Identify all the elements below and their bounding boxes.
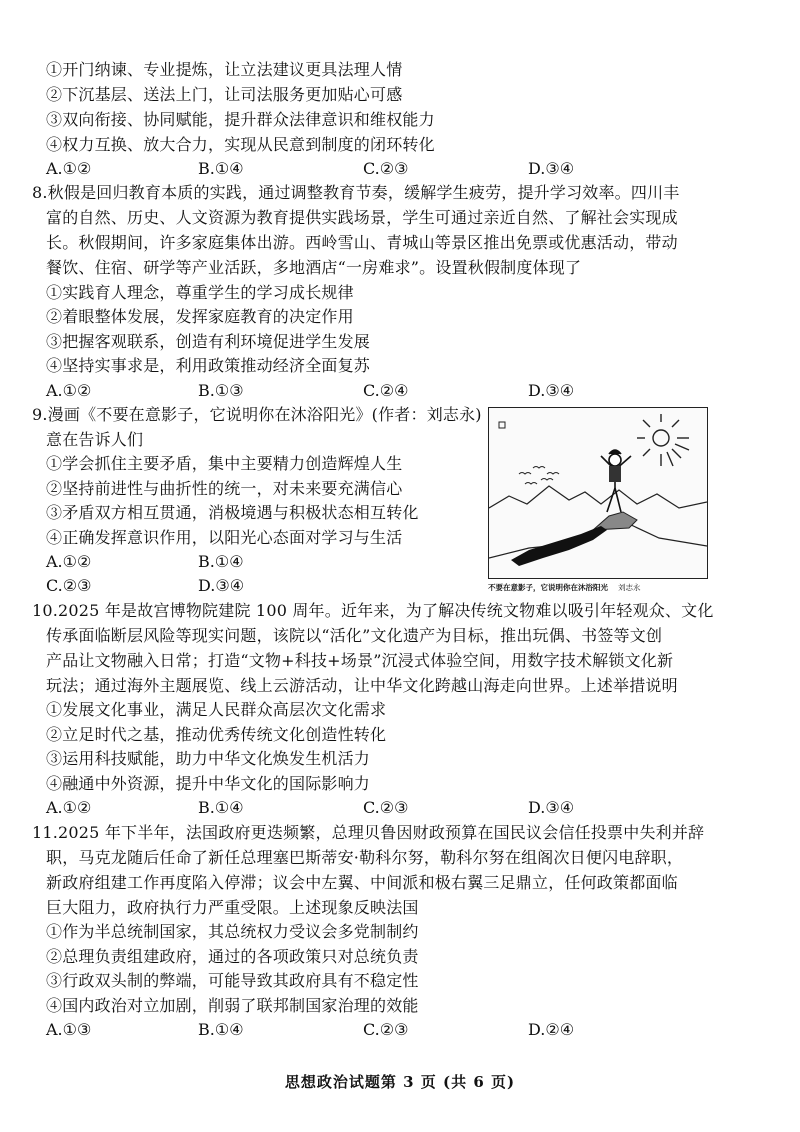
q8-stem-line: 富的自然、历史、人文资源为教育提供实践场景，学生可通过亲近自然、了解社会实现成 [46,208,678,227]
cartoon-author: 刘志永 [618,583,641,592]
q9-item-4: ④正确发挥意识作用，以阳光心态面对学习与生活 [46,528,403,547]
q7-item-2: ②下沉基层、送法上门，让司法服务更加贴心可感 [46,85,403,104]
q11-item-3: ③行政双头制的弊端，可能导致其政府具有不稳定性 [46,971,419,990]
q8-option-a[interactable]: A.①② [46,381,92,400]
q8-stem-line: 餐饮、住宿、研学等产业活跃，多地酒店“一房难求”。设置秋假制度体现了 [46,258,582,277]
q7-option-c[interactable]: C.②③ [363,159,409,178]
q8-item-4: ④坚持实事求是，利用政策推动经济全面复苏 [46,356,371,375]
q9-option-c[interactable]: C.②③ [46,576,92,595]
q7-item-3: ③双向衔接、协同赋能，提升群众法律意识和维权能力 [46,110,435,129]
sun-icon [637,414,689,466]
q7-option-d[interactable]: D.③④ [528,159,575,178]
q9-option-b[interactable]: B.①④ [198,552,244,571]
q10-stem-line: 传承面临断层风险等现实问题，该院以“活化”文化遗产为目标，推出玩偶、书签等文创 [46,626,663,645]
q11-item-4: ④国内政治对立加剧，削弱了联邦制国家治理的效能 [46,996,419,1015]
q9-item-2: ②坚持前进性与曲折性的统一，对未来要充满信心 [46,479,403,498]
q10-stem-line: 玩法；通过海外主题展览、线上云游活动，让中华文化跨越山海走向世界。上述举措说明 [46,676,678,695]
q8-stem-line: 长。秋假期间，许多家庭集体出游。西岭雪山、青城山等景区推出免票或优惠活动，带动 [46,233,678,252]
q11-option-a[interactable]: A.①③ [46,1020,92,1039]
q11-stem-line: 巨大阻力，政府执行力严重受限。上述现象反映法国 [46,898,419,917]
q9-option-d[interactable]: D.③④ [198,576,245,595]
q8-item-3: ③把握客观联系，创造有利环境促进学生发展 [46,332,371,351]
cartoon-image [488,407,708,579]
q10-item-3: ③运用科技赋能，助力中华文化焕发生机活力 [46,749,371,768]
q10-option-b[interactable]: B.①④ [198,798,244,817]
cartoon-caption-text: 不要在意影子，它说明你在沐浴阳光 [488,583,608,592]
q11-option-c[interactable]: C.②③ [363,1020,409,1039]
shadow-icon [511,526,607,566]
q11-option-d[interactable]: D.②④ [528,1020,575,1039]
q11-stem-line: 职，马克龙随后任命了新任总理塞巴斯蒂安·勒科尔努，勒科尔努在组阁次日便闪电辞职， [46,848,684,867]
q11-item-2: ②总理负责组建政府，通过的各项政策只对总统负责 [46,947,419,966]
q10-item-2: ②立足时代之基，推动优秀传统文化创造性转化 [46,725,387,744]
q11-option-b[interactable]: B.①④ [198,1020,244,1039]
q10-option-c[interactable]: C.②③ [363,798,409,817]
q8-item-1: ①实践育人理念，尊重学生的学习成长规律 [46,283,354,302]
q11-stem-line: 新政府组建工作再度陷入停滞；议会中左翼、中间派和极右翼三足鼎立，任何政策都面临 [46,873,678,892]
q8-stem-line: 8.秋假是回归教育本质的实践，通过调整教育节奏，缓解学生疲劳，提升学习效率。四川丰 [32,183,680,202]
page-footer: 思想政治试题第 3 页 (共 6 页) [284,1073,516,1091]
q10-options [46,796,726,821]
q9-item-1: ①学会抓住主要矛盾，集中主要精力创造辉煌人生 [46,454,403,473]
q9-stem-line: 意在告诉人们 [46,430,144,449]
q7-item-1: ①开门纳谏、专业提炼，让立法建议更具法理人情 [46,60,403,79]
q8-option-d[interactable]: D.③④ [528,381,575,400]
q10-item-1: ①发展文化事业，满足人民群众高层次文化需求 [46,700,387,719]
q9-item-3: ③矛盾双方相互贯通，消极境遇与积极状态相互转化 [46,503,419,522]
q10-option-a[interactable]: A.①② [46,798,92,817]
q11-item-1: ①作为半总统制国家，其总统权力受议会多党制制约 [46,922,419,941]
cartoon-caption [488,582,768,593]
mountains-icon [489,486,707,508]
q10-option-d[interactable]: D.③④ [528,798,575,817]
q8-option-c[interactable]: C.②④ [363,381,409,400]
q7-options [46,157,726,182]
q8-option-b[interactable]: B.①③ [198,381,244,400]
birds-icon [519,467,559,485]
q9-options-row-2 [46,574,346,599]
q7-option-b[interactable]: B.①④ [198,159,244,178]
q9-stem-line: 9.漫画《不要在意影子，它说明你在沐浴阳光》(作者：刘志永) [32,405,482,424]
q11-options [46,1018,726,1043]
q10-stem-line: 10.2025 年是故宫博物院建院 100 周年。近年来，为了解决传统文物难以吸引年轻观众、文化 [32,601,714,620]
q9-option-a[interactable]: A.①② [46,552,92,571]
q7-item-4: ④权力互换、放大合力，实现从民意到制度的闭环转化 [46,135,435,154]
q8-options [46,379,726,404]
cartoon-drawing [489,408,707,578]
q8-item-2: ②着眼整体发展，发挥家庭教育的决定作用 [46,307,354,326]
q10-stem-line: 产品让文物融入日常；打造“文物+科技+场景”沉浸式体验空间，用数字技术解锁文化新 [46,651,674,670]
q11-stem-line: 11.2025 年下半年，法国政府更迭频繁，总理贝鲁因财政预算在国民议会信任投票中失利并辞 [32,823,705,842]
q10-item-4: ④融通中外资源，提升中华文化的国际影响力 [46,774,371,793]
q9-options-row-1 [46,550,346,575]
q7-option-a[interactable]: A.①② [46,159,92,178]
